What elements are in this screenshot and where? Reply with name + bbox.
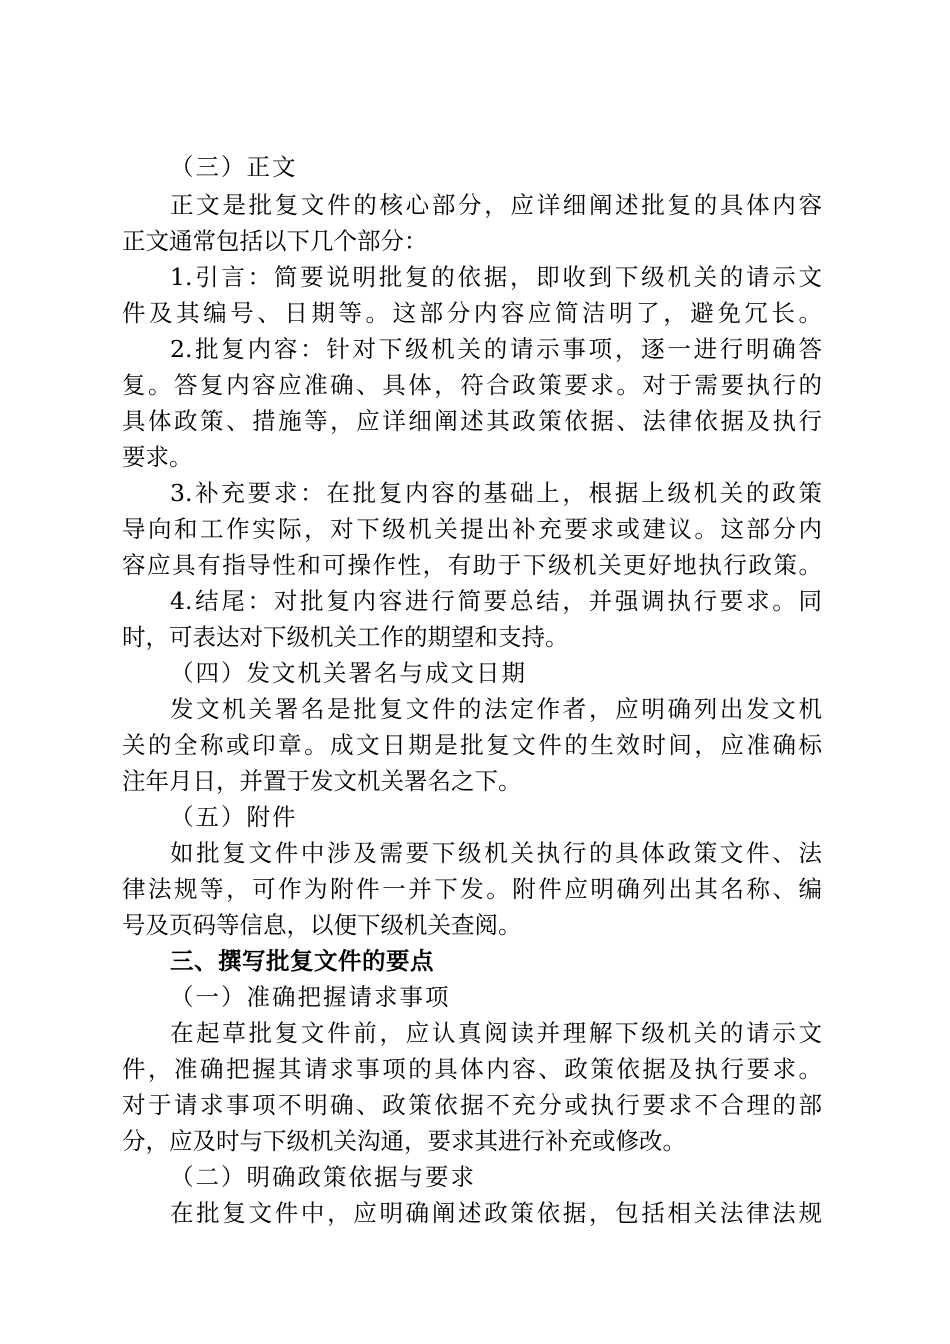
paragraph-line: 在起草批复文件前，应认真阅读并理解下级机关的请示文 <box>170 1019 822 1047</box>
paragraph-line: 具体政策、措施等，应详细阐述其政策依据、法律依据及执行 <box>122 407 822 435</box>
paragraph-line: 在批复文件中，应明确阐述政策依据，包括相关法律法规 <box>170 1199 822 1227</box>
paragraph-line: 2.批复内容：针对下级机关的请示事项，逐一进行明确答 <box>170 335 822 363</box>
section-heading-attachment: （五）附件 <box>170 803 298 831</box>
paragraph-line: 正文通常包括以下几个部分： <box>122 227 428 255</box>
paragraph-line: 件，准确把握其请求事项的具体内容、政策依据及执行要求。 <box>122 1055 822 1083</box>
paragraph-line: 号及页码等信息，以便下级机关查阅。 <box>122 911 522 939</box>
paragraph-line: 4.结尾：对批复内容进行简要总结，并强调执行要求。同 <box>170 587 822 615</box>
paragraph-line: 件及其编号、日期等。这部分内容应简洁明了，避免冗长。 <box>122 299 822 327</box>
paragraph-line: 律法规等，可作为附件一并下发。附件应明确列出其名称、编 <box>122 875 822 903</box>
paragraph-line: 正文是批复文件的核心部分，应详细阐述批复的具体内容 <box>170 191 822 219</box>
paragraph-line: 对于请求事项不明确、政策依据不充分或执行要求不合理的部 <box>122 1091 822 1119</box>
paragraph-line: 时，可表达对下级机关工作的期望和支持。 <box>122 623 569 651</box>
paragraph-line: 关的全称或印章。成文日期是批复文件的生效时间，应准确标 <box>122 731 822 759</box>
paragraph-line: 导向和工作实际，对下级机关提出补充要求或建议。这部分内 <box>122 515 822 543</box>
section-heading-signature-date: （四）发文机关署名与成文日期 <box>170 659 527 687</box>
paragraph-line: 分，应及时与下级机关沟通，要求其进行补充或修改。 <box>122 1127 686 1155</box>
paragraph-line: 复。答复内容应准确、具体，符合政策要求。对于需要执行的 <box>122 371 822 399</box>
paragraph-line: 1.引言：简要说明批复的依据，即收到下级机关的请示文 <box>170 263 822 291</box>
paragraph-line: 如批复文件中涉及需要下级机关执行的具体政策文件、法 <box>170 839 822 867</box>
paragraph-line: 要求。 <box>122 443 193 471</box>
paragraph-line: 发文机关署名是批复文件的法定作者，应明确列出发文机 <box>170 695 822 723</box>
paragraph-line: 容应具有指导性和可操作性，有助于下级机关更好地执行政策。 <box>122 551 822 579</box>
part-heading-key-points: 三、撰写批复文件的要点 <box>170 947 434 975</box>
paragraph-line: 3.补充要求：在批复内容的基础上，根据上级机关的政策 <box>170 479 822 507</box>
section-heading-policy-basis: （二）明确政策依据与要求 <box>170 1163 476 1191</box>
section-heading-request-items: （一）准确把握请求事项 <box>170 983 451 1011</box>
section-heading-main-text: （三）正文 <box>170 153 298 181</box>
paragraph-line: 注年月日，并置于发文机关署名之下。 <box>122 767 522 795</box>
